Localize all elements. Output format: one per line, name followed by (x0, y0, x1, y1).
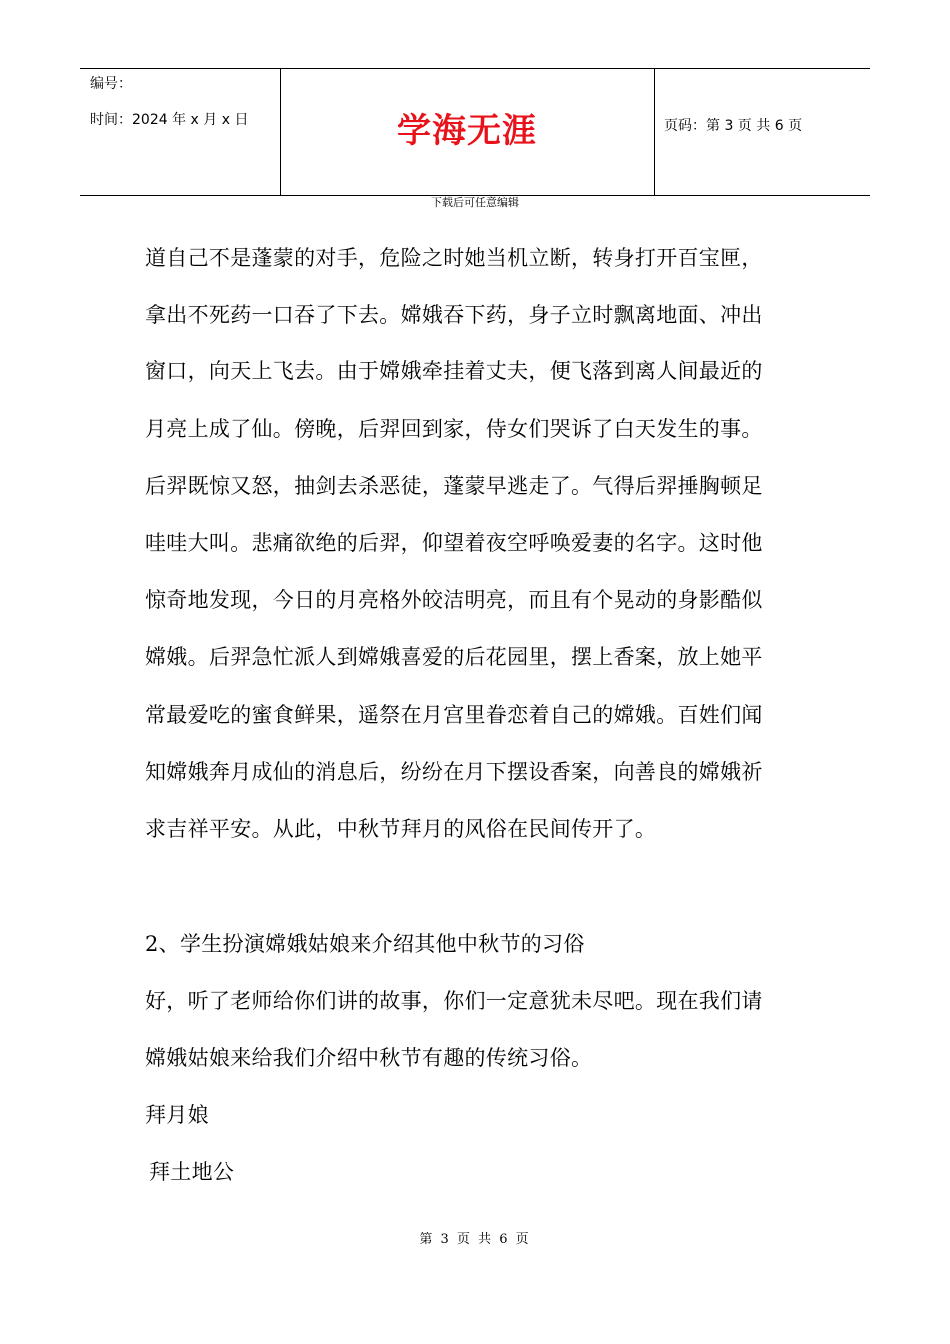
paragraph-line: 哇哇大叫。悲痛欲绝的后羿，仰望着夜空呼唤爱妻的名字。这时他 (145, 531, 763, 555)
header-title: 学海无涯 (397, 111, 537, 151)
paragraph-line: 拿出不死药一口吞了下去。嫦娥吞下药，身子立时飘离地面、冲出 (145, 303, 763, 327)
page-indicator: 页码：第 3 页 共 6 页 (664, 118, 803, 134)
section-heading: 2、学生扮演嫦娥姑娘来介绍其他中秋节的习俗 (145, 932, 585, 956)
paragraph-line: 月亮上成了仙。傍晚，后羿回到家，侍女们哭诉了白天发生的事。 (145, 417, 763, 441)
paragraph-line: 好，听了老师给你们讲的故事，你们一定意犹未尽吧。现在我们请 (145, 989, 763, 1013)
page-footer: 第 3 页 共 6 页 (419, 1232, 531, 1247)
paragraph-line: 求吉祥平安。从此，中秋节拜月的风俗在民间传开了。 (145, 817, 657, 841)
header-table (80, 68, 870, 196)
paragraph-line: 嫦娥。后羿急忙派人到嫦娥喜爱的后花园里，摆上香案，放上她平 (145, 645, 763, 669)
header-divider (654, 69, 655, 195)
paragraph-line: 后羿既惊又怒，抽剑去杀恶徒，蓬蒙早逃走了。气得后羿捶胸顿足 (145, 474, 763, 498)
custom-item: 拜月娘 (145, 1103, 209, 1127)
paragraph-line: 常最爱吃的蜜食鲜果，遥祭在月宫里眷恋着自己的嫦娥。百姓们闻 (145, 703, 763, 727)
paragraph-line: 道自己不是蓬蒙的对手，危险之时她当机立断，转身打开百宝匣， (145, 246, 763, 270)
custom-item: 拜土地公 (149, 1160, 235, 1184)
edit-note: 下载后可任意编辑 (431, 196, 519, 209)
paragraph-line: 知嫦娥奔月成仙的消息后，纷纷在月下摆设香案，向善良的嫦娥祈 (145, 760, 763, 784)
paragraph-line: 窗口，向天上飞去。由于嫦娥牵挂着丈夫，便飞落到离人间最近的 (145, 359, 763, 383)
document-time-label: 时间：2024 年 x 月 x 日 (90, 112, 249, 128)
document-number-label: 编号： (90, 76, 132, 92)
paragraph-line: 惊奇地发现，今日的月亮格外皎洁明亮，而且有个晃动的身影酷似 (145, 588, 763, 612)
paragraph-line: 嫦娥姑娘来给我们介绍中秋节有趣的传统习俗。 (145, 1046, 593, 1070)
